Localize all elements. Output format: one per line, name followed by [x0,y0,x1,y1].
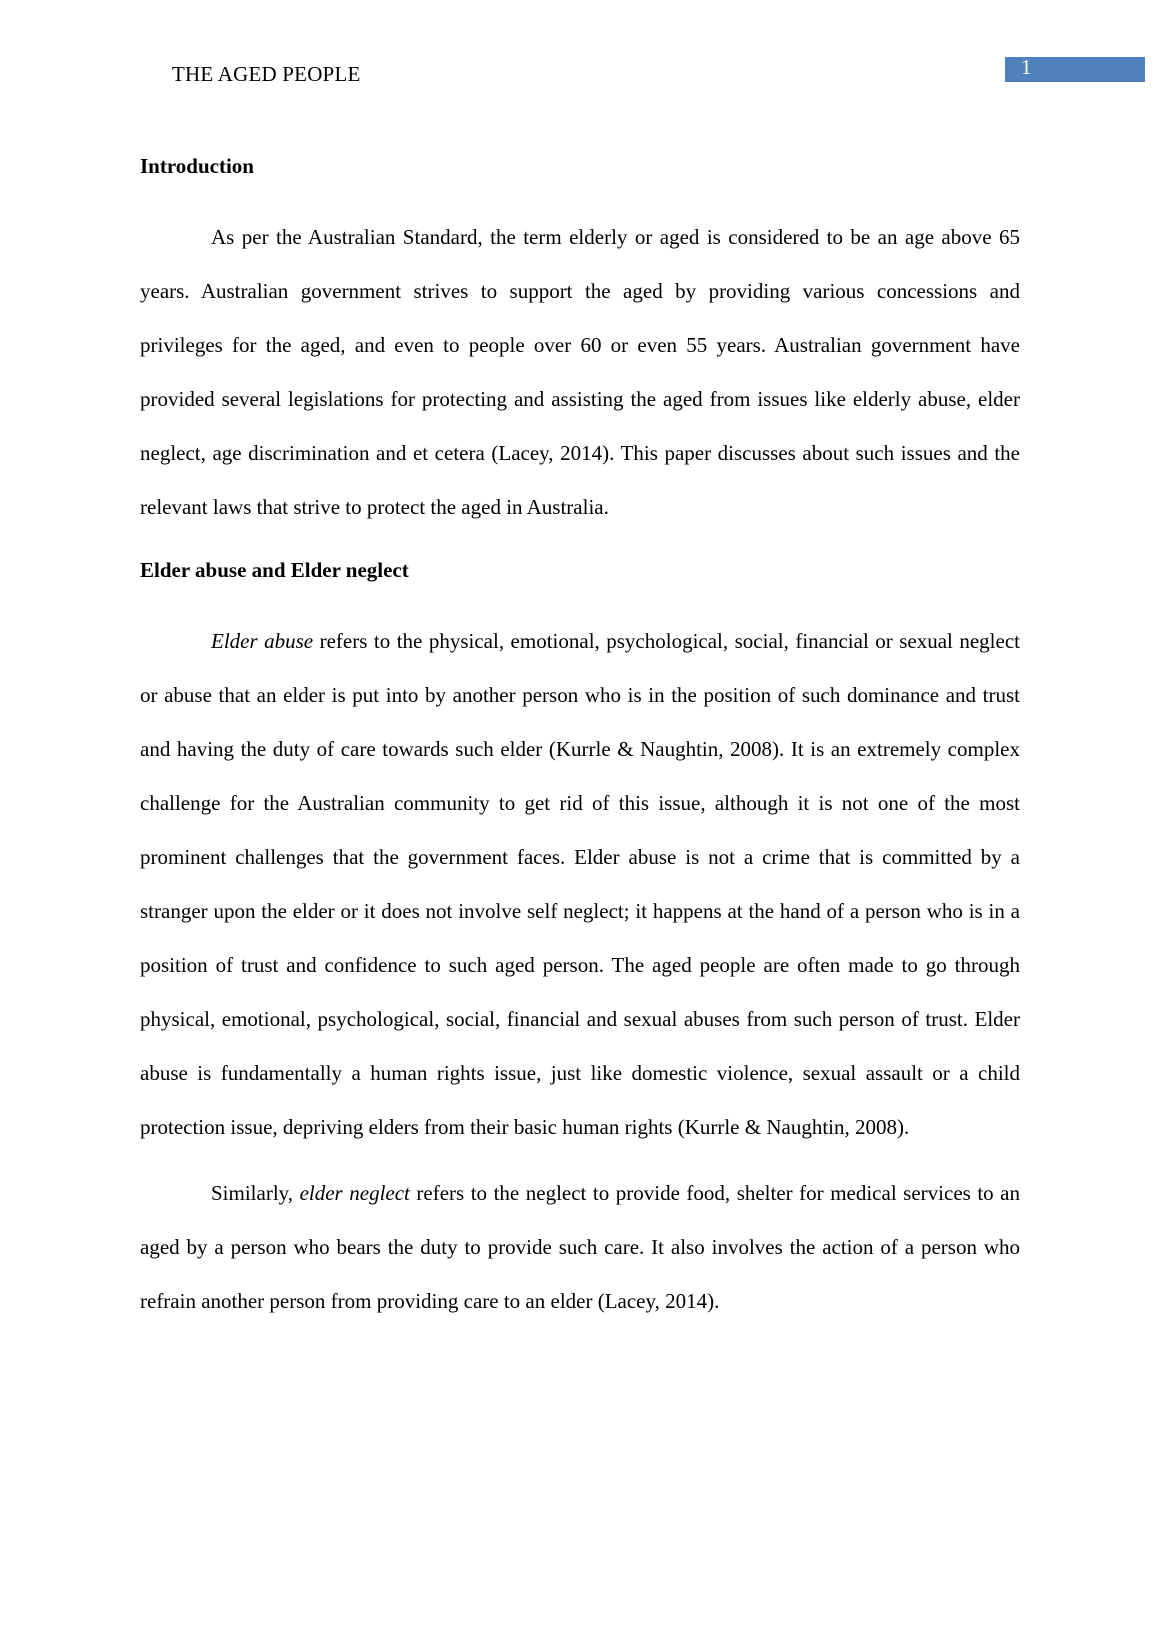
page-number: 1 [1021,55,1032,79]
term-elder-neglect: elder neglect [299,1181,410,1205]
section-heading-introduction: Introduction [140,154,254,178]
page-number-badge [1005,57,1145,82]
term-elder-abuse: Elder abuse [211,629,314,653]
paragraph-elder-neglect-lead: Similarly, [211,1181,300,1205]
paragraph-elder-neglect-text: refers to the neglect to provide food, shelter for medical services to an aged by a person who bears the duty to provide such care. It also involves the action of a person who refrain another person from providing care to an elder (Lacey, 2014). [140,1181,1021,1313]
running-head: THE AGED PEOPLE [172,62,361,86]
paragraph-elder-neglect [140,1166,1020,1328]
section-heading-elder-abuse: Elder abuse and Elder neglect [140,558,409,582]
paragraph-introduction: As per the Australian Standard, the term elderly or aged is considered to be an age above 65 years. Australian government strives to support the aged by providing various concessions and privileges for the aged, and even to people over 60 or even 55 years. Australian government have provided several legislations for protecting and assisting the aged from issues like elderly abuse, elder neglect, age discrimination and et cetera (Lacey, 2014). This paper discusses about such issues and the relevant laws that strive to protect the aged in Australia. [140,225,1020,519]
paragraph-elder-abuse-text: refers to the physical, emotional, psychological, social, financial or sexual neglect or abuse that an elder is put into by another person who is in the position of such dominance and trust and having the duty of care towards such elder (Kurrle & Naughtin, 2008). It is an extremely complex challenge for the Australian community to get rid of this issue, although it is not one of the most prominent challenges that the government faces. Elder abuse is not a crime that is committed by a stranger upon the elder or it does not involve self neglect; it happens at the hand of a person who is in a position of trust and confidence to such aged person. The aged people are often made to go through physical, emotional, psychological, social, financial and sexual abuses from such person of trust. Elder abuse is fundamentally a human rights issue, just like domestic violence, sexual assault or a child protection issue, depriving elders from their basic human rights (Kurrle & Naughtin, 2008). [140,629,1020,1139]
paragraph-elder-abuse [140,614,1020,1154]
document-body [140,148,1020,1328]
